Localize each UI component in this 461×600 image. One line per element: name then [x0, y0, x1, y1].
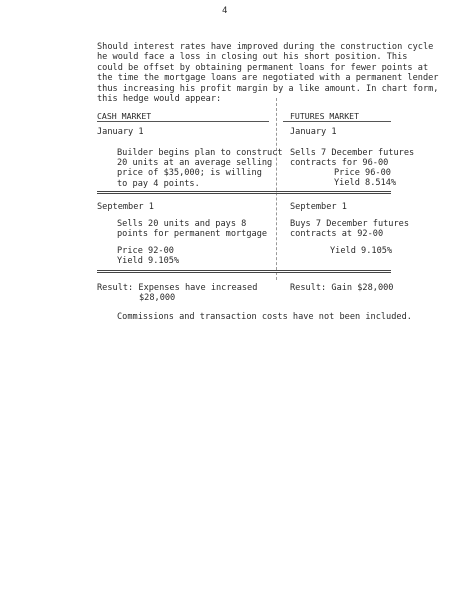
cash-entry-line: price of $35,000; is willing: [117, 168, 262, 179]
cash-result-line: Result: Expenses have increased: [97, 283, 258, 293]
intro-line: the time the mortgage loans are negotiated with a permanent lender: [97, 73, 439, 84]
futures-entry-line: contracts at 92-00: [290, 229, 384, 240]
cash-entry-september: [117, 219, 267, 239]
row-separator: [97, 272, 391, 273]
cash-header-underline: [97, 121, 269, 122]
futures-entry-september: [290, 219, 409, 239]
futures-header-underline: [283, 121, 391, 122]
cash-yield-september: Yield 9.105%: [117, 256, 180, 266]
cash-result: [97, 283, 257, 304]
futures-result: Result: Gain $28,000: [290, 283, 394, 293]
cash-price-september: Price 92-00: [117, 246, 174, 256]
intro-paragraph: [97, 42, 439, 105]
intro-line: thus increasing his profit margin by a like amount. In chart form,: [97, 83, 439, 94]
column-divider: [276, 98, 277, 280]
futures-date-january: January 1: [290, 127, 337, 137]
cash-result-amount: $28,000: [139, 293, 176, 304]
row-separator: [97, 193, 391, 194]
intro-line: this hedge would appear:: [97, 94, 222, 105]
futures-yield-january: Yield 8.514%: [334, 178, 397, 188]
cash-entry-january: [117, 148, 283, 189]
cash-entry-line: Sells 20 units and pays 8: [117, 219, 247, 229]
page-number: 4: [222, 6, 228, 16]
cash-entry-line: 20 units at an average selling: [117, 158, 273, 169]
futures-entry-line: Buys 7 December futures: [290, 219, 409, 229]
futures-price-january: Price 96-00: [334, 168, 391, 178]
intro-line: Should interest rates have improved during the construction cycle: [97, 42, 434, 52]
cash-date-january: January 1: [97, 127, 144, 137]
intro-line: he would face a loss in closing out his short position. This: [97, 52, 408, 63]
futures-entry-line: contracts for 96-00: [290, 158, 389, 169]
cash-date-september: September 1: [97, 202, 154, 212]
row-separator: [97, 191, 391, 192]
cash-entry-line: to pay 4 points.: [117, 178, 200, 189]
cash-market-header: CASH MARKET: [97, 111, 152, 121]
footnote: Commissions and transaction costs have not been included.: [117, 312, 412, 322]
futures-date-september: September 1: [290, 202, 347, 212]
futures-entry-january: [290, 148, 414, 168]
futures-market-header: FUTURES MARKET: [290, 111, 360, 121]
cash-entry-line: points for permanent mortgage: [117, 229, 268, 240]
futures-entry-line: Sells 7 December futures: [290, 148, 415, 158]
cash-entry-line: Builder begins plan to construct: [117, 148, 283, 158]
row-separator: [97, 270, 391, 271]
intro-line: could be offset by obtaining permanent loans for fewer points at: [97, 62, 429, 73]
futures-yield-september: Yield 9.105%: [330, 246, 393, 256]
